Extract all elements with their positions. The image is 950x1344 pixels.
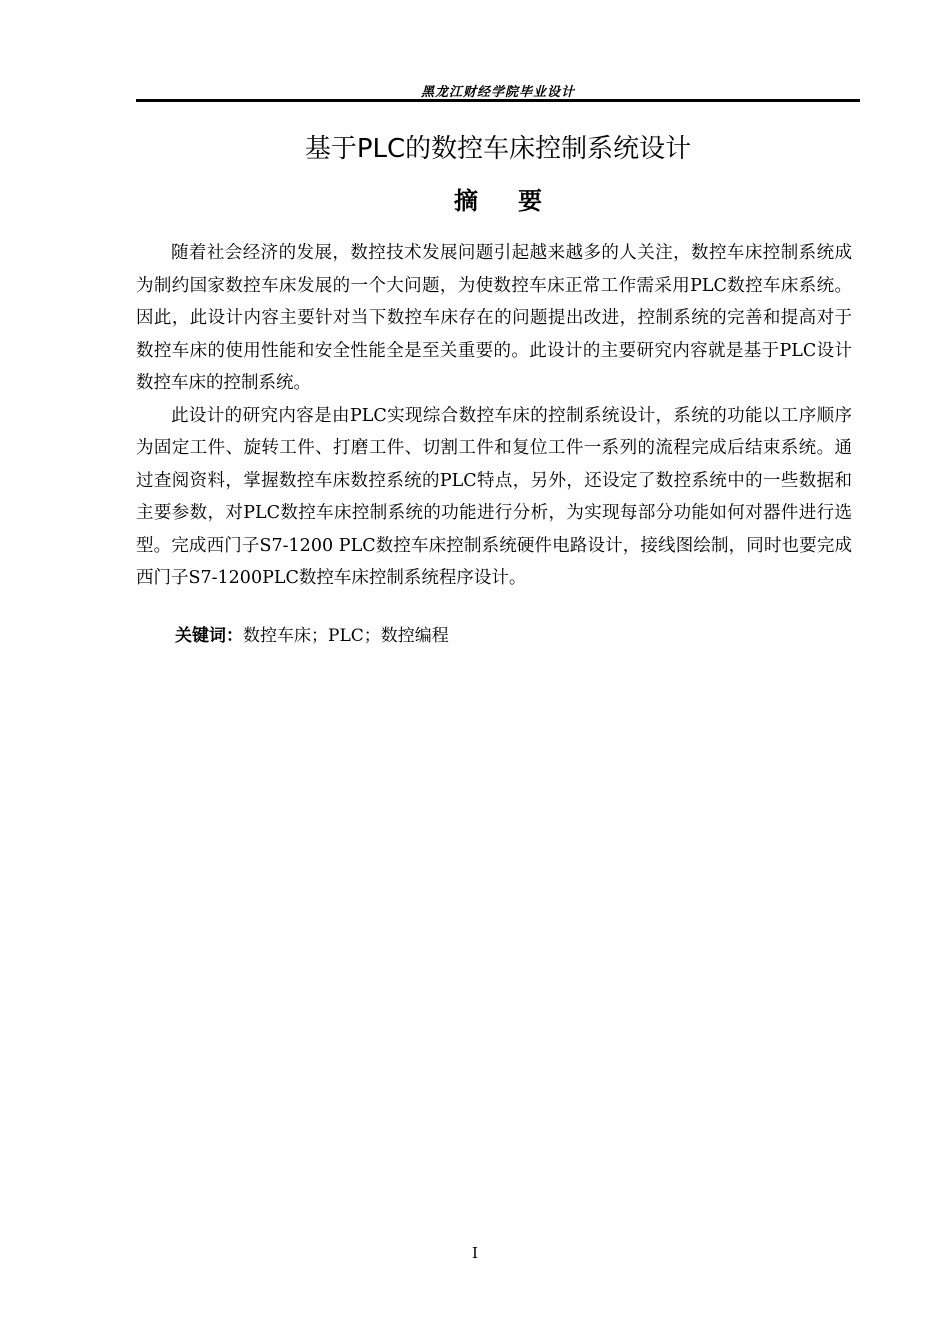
- page-number: I: [472, 1244, 478, 1262]
- keywords-value: 数控车床；PLC；数控编程: [243, 626, 449, 646]
- abstract-body: [136, 237, 852, 595]
- abstract-paragraph-1: 随着社会经济的发展，数控技术发展问题引起越来越多的人关注，数控车床控制系统成为制约国家数控车床发展的一个大问题，为使数控车床正常工作需采用PLC数控车床系统。因此，此设计内容主要针对当下数控车床存在的问题提出改进，控制系统的完善和提高对于数控车床的使用性能和安全性能全是至关重要的。此设计的主要研究内容就是基于PLC设计数控车床的控制系统。: [136, 243, 852, 393]
- header-institution-text: 黑龙江财经学院毕业设计: [420, 85, 575, 100]
- keywords-label: 关键词：: [175, 626, 243, 646]
- abstract-paragraph-2: 此设计的研究内容是由PLC实现综合数控车床的控制系统设计，系统的功能以工序顺序为固定工件、旋转工件、打磨工件、切割工件和复位工件一系列的流程完成后结束系统。通过查阅资料，掌握数控车床数控系统的PLC特点，另外，还设定了数控系统中的一些数据和主要参数，对PLC数控车床控制系统的功能进行分析，为实现每部分功能如何对器件进行选型。完成西门子S7-1200 PLC数控车床控制系统硬件电路设计，接线图绘制，同时也要完成西门子S7-1200PLC数控车床控制系统程序设计。: [136, 405, 852, 588]
- document-title: 基于PLC的数控车床控制系统设计: [304, 134, 692, 164]
- page-header: [136, 78, 860, 102]
- abstract-heading: 摘要: [454, 187, 582, 215]
- keywords-line: [175, 623, 449, 649]
